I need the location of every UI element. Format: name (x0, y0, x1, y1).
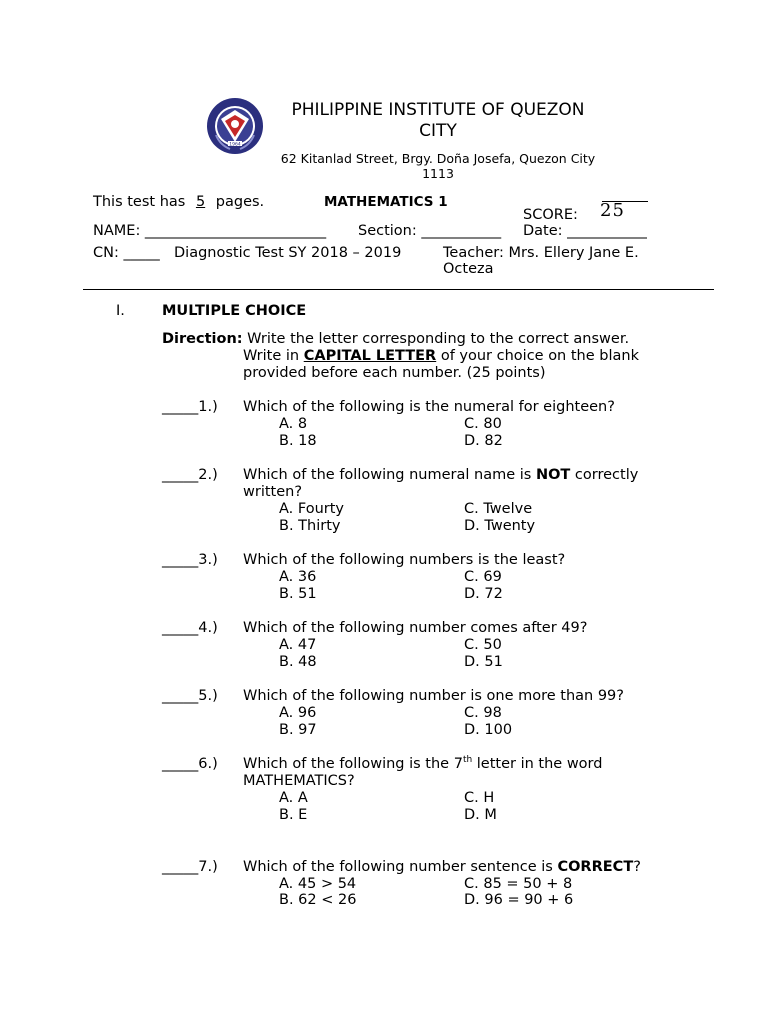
subject-title: MATHEMATICS 1 (324, 194, 448, 210)
question-text: Which of the following numeral name is NOT correctly written? (243, 467, 639, 500)
school-address: 62 Kitanlad Street, Brgy. Doña Josefa, Quezon City 1113 (280, 151, 596, 181)
choice-d: D. 51 (464, 654, 503, 670)
choice-d: D. 100 (464, 722, 513, 738)
school-name: PHILIPPINE INSTITUTE OF QUEZON CITY (291, 100, 585, 141)
choice-c: C. 85 = 50 + 8 (464, 876, 573, 892)
section-number: I. (116, 303, 125, 319)
choice-a: A. 47 (279, 637, 317, 653)
school-seal-logo (206, 97, 264, 155)
question-text: Which of the following number sentence is CORRECT? (243, 859, 641, 875)
choice-b: B. 18 (279, 433, 317, 449)
choice-d: D. 72 (464, 586, 503, 602)
choice-c: C. 50 (464, 637, 502, 653)
choice-a: A. 96 (279, 705, 317, 721)
name-field: NAME: _________________________ (93, 223, 327, 239)
page-count-value: 5 (195, 194, 206, 210)
date-field: Date: ___________ (523, 223, 647, 239)
question-text: Which of the following number comes after 49? (243, 620, 588, 636)
page-count: This test has 5 pages. (93, 194, 265, 210)
choice-b: B. 48 (279, 654, 317, 670)
choice-c: C. H (464, 790, 495, 806)
logo-year: 1964 (229, 142, 241, 148)
section-field: Section: ___________ (358, 223, 502, 239)
score-total: 25 (600, 200, 625, 221)
answer-blank: _____2.) (162, 467, 218, 483)
choice-b: B. 97 (279, 722, 317, 738)
direction-line-1: Direction: Write the letter corresponding to the correct answer. (162, 331, 630, 347)
question-text: Which of the following numbers is the least? (243, 552, 566, 568)
answer-blank: _____7.) (162, 859, 218, 875)
cn-field: CN: _____ (93, 245, 160, 261)
test-title: Diagnostic Test SY 2018 – 2019 (174, 245, 402, 261)
choice-c: C. 80 (464, 416, 502, 432)
score-label: SCORE: (523, 207, 578, 223)
choice-c: C. 69 (464, 569, 502, 585)
choice-d: D. Twenty (464, 518, 536, 534)
question-text: Which of the following is the numeral for eighteen? (243, 399, 615, 415)
direction-line-3: provided before each number. (25 points) (243, 365, 546, 381)
answer-blank: _____1.) (162, 399, 218, 415)
choice-b: B. 62 < 26 (279, 892, 357, 908)
choice-a: A. A (279, 790, 308, 806)
choice-c: C. Twelve (464, 501, 533, 517)
choice-b: B. Thirty (279, 518, 341, 534)
question-text: Which of the following number is one more than 99? (243, 688, 624, 704)
answer-blank: _____5.) (162, 688, 218, 704)
choice-a: A. 8 (279, 416, 308, 432)
header-divider (83, 289, 714, 290)
teacher-name: Teacher: Mrs. Ellery Jane E. Octeza (443, 245, 639, 277)
answer-blank: _____4.) (162, 620, 218, 636)
choice-a: A. 45 > 54 (279, 876, 357, 892)
choice-d: D. 82 (464, 433, 503, 449)
section-title: MULTIPLE CHOICE (162, 303, 307, 319)
direction-line-2: Write in CAPITAL LETTER of your choice on the blank (243, 348, 639, 364)
choice-b: B. E (279, 807, 308, 823)
choice-d: D. 96 = 90 + 6 (464, 892, 574, 908)
choice-a: A. Fourty (279, 501, 344, 517)
choice-b: B. 51 (279, 586, 317, 602)
answer-blank: _____3.) (162, 552, 218, 568)
answer-blank: _____6.) (162, 756, 218, 772)
choice-d: D. M (464, 807, 497, 823)
question-text: Which of the following is the 7th letter in the word MATHEMATICS? (243, 755, 603, 789)
choice-c: C. 98 (464, 705, 502, 721)
choice-a: A. 36 (279, 569, 317, 585)
